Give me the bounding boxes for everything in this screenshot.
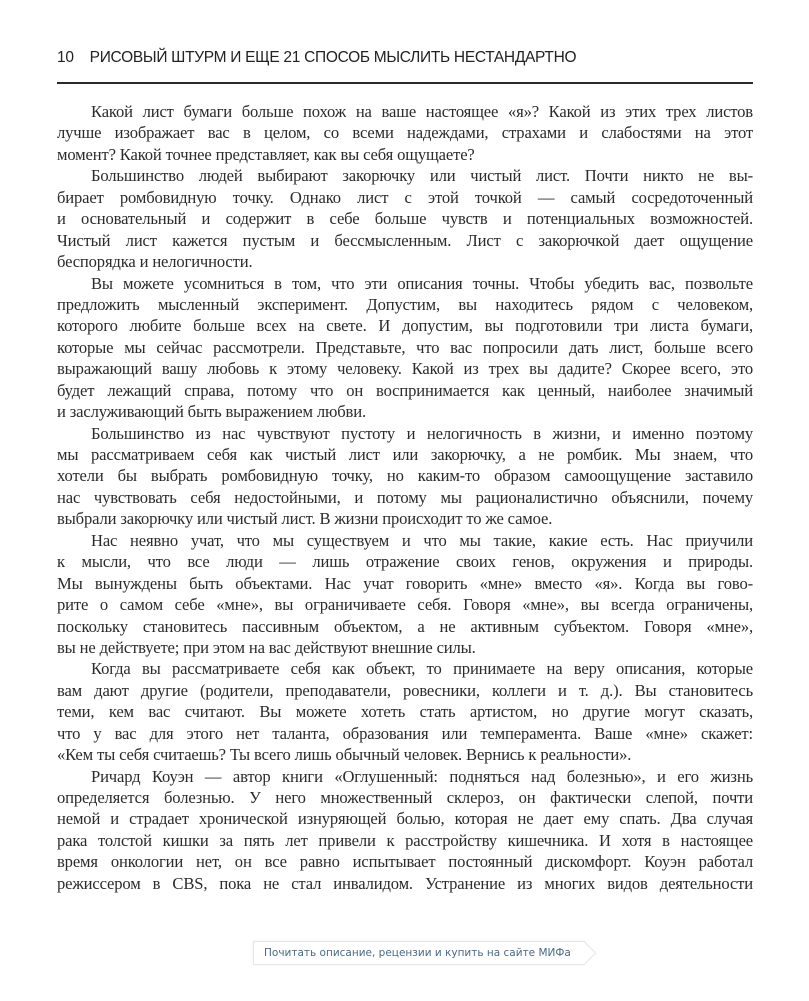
- body-text: [57, 101, 753, 894]
- text-line: Большинство из нас чувствуют пустоту и нелогичность в жизни, и именно поэтому: [91, 423, 753, 443]
- text-line: хотели бы выбрать ромбовидную точку, но каким-то образом самоощущение заставило: [57, 466, 753, 486]
- text-line: которые мы сейчас рассмотрели. Представьте, что вас попросили дать лист, больше всего: [57, 337, 753, 357]
- text-line: рите о самом себе «мне», вы ограничиваете себя. Говоря «мне», вы всегда ограничены,: [57, 595, 753, 615]
- text-line: Когда вы рассматриваете себя как объект, то принимаете на веру описания, которые: [91, 659, 753, 679]
- text-line: Вы можете усомниться в том, что эти описания точны. Чтобы убедить вас, позвольте: [91, 273, 753, 293]
- text-line: «Кем ты себя считаешь? Ты всего лишь обычный человек. Вернись к реальности».: [57, 745, 632, 765]
- book-title: РИСОВЫЙ ШТУРМ И ЕЩЕ 21 СПОСОБ МЫСЛИТЬ НЕСТАНДАРТНО: [89, 49, 577, 66]
- text-line: к мысли, что все люди — лишь отражение своих генов, окружения и природы.: [57, 552, 753, 572]
- text-line: и основательный и содержит в себе больше чувств и потенциальных возможностей.: [57, 209, 753, 229]
- text-line: момент? Какой точнее представляет, как вы себя ощущаете?: [57, 144, 475, 164]
- text-line: беспорядка и нелогичности.: [57, 252, 253, 272]
- text-line: Ричард Коуэн — автор книги «Оглушенный: подняться над болезнью», и его жизнь: [91, 766, 753, 786]
- text-line: режиссером в CBS, пока не стал инвалидом. Устранение из многих видов деятельности: [57, 873, 753, 893]
- text-line: выражающий вашу любовь к этому человеку. Какой из трех вы дадите? Скорее всего, это: [57, 359, 753, 379]
- text-line: лучше изображает вас в целом, со всеми надеждами, страхами и слабостями на этот: [57, 123, 753, 143]
- text-line: Чистый лист кажется пустым и бессмысленным. Лист с закорючкой дает ощущение: [57, 230, 753, 250]
- text-line: и заслуживающий быть выражением любви.: [57, 402, 366, 422]
- buy-link-label: Почитать описание, рецензии и купить на сайте МИФа: [264, 947, 571, 959]
- text-line: выбрали закорючку или чистый лист. В жизни происходит то же самое.: [57, 509, 553, 529]
- text-line: рака толстой кишки за пять лет привели к расстройству кишечника. И хотя в настоящее: [57, 830, 753, 850]
- text-line: Какой лист бумаги больше похож на ваше настоящее «я»? Какой из этих трех листов: [91, 102, 753, 121]
- text-line: бирает ромбовидную точку. Однако лист с этой точкой — самый сосредоточенный: [57, 187, 753, 207]
- text-line: предложить мысленный эксперимент. Допустим, вы находитесь рядом с человеком,: [57, 294, 753, 314]
- text-line: немой и страдает хронической изнуряющей болью, которая не дает ему спать. Два случая: [57, 809, 753, 829]
- text-line: которого любите больше всех на свете. И допустим, вы подготовили три листа бумаги,: [57, 316, 753, 336]
- text-line: что у вас для этого нет таланта, образования или темперамента. Ваше «мне» скажет:: [57, 723, 753, 743]
- buy-on-mif-link[interactable]: [253, 941, 585, 965]
- text-line: определяется болезнью. У него множественный склероз, он фактически слепой, почти: [57, 788, 753, 807]
- text-line: мы рассматриваем себя как чистый лист или закорючку, а не ромбик. Мы знаем, что: [57, 445, 753, 464]
- text-line: вы не действуете; при этом на вас действуют внешние силы.: [57, 637, 476, 657]
- text-line: нас чувствовать себя недостойными, и потому мы рационалистично объяснили, почему: [57, 487, 753, 507]
- running-header: [57, 49, 576, 67]
- text-line: теми, кем вас считают. Вы можете хотеть стать артистом, но другие могут сказать,: [57, 702, 753, 722]
- text-line: будет лежащий справа, потому что он воспринимается как ценный, наиболее значимый: [57, 380, 753, 400]
- page-number: 10: [57, 49, 74, 66]
- text-line: поскольку становитесь пассивным объектом, а не активным субъектом. Говоря «мне»,: [57, 616, 753, 636]
- text-line: вам дают другие (родители, преподаватели, ровесники, коллеги и т. д.). Вы становитесь: [57, 680, 753, 700]
- text-line: время онкологии нет, он все равно испытывает постоянный дискомфорт. Коуэн работал: [57, 852, 753, 872]
- text-line: Нас неявно учат, что мы существуем и что мы такие, какие есть. Нас приучили: [91, 530, 753, 550]
- header-rule: [57, 82, 753, 84]
- arrow-shape-icon: [574, 942, 597, 965]
- text-line: Мы вынуждены быть объектами. Нас учат говорить «мне» вместо «я». Когда вы гово-: [57, 573, 753, 593]
- text-line: Большинство людей выбирают закорючку или чистый лист. Почти никто не вы-: [91, 166, 753, 186]
